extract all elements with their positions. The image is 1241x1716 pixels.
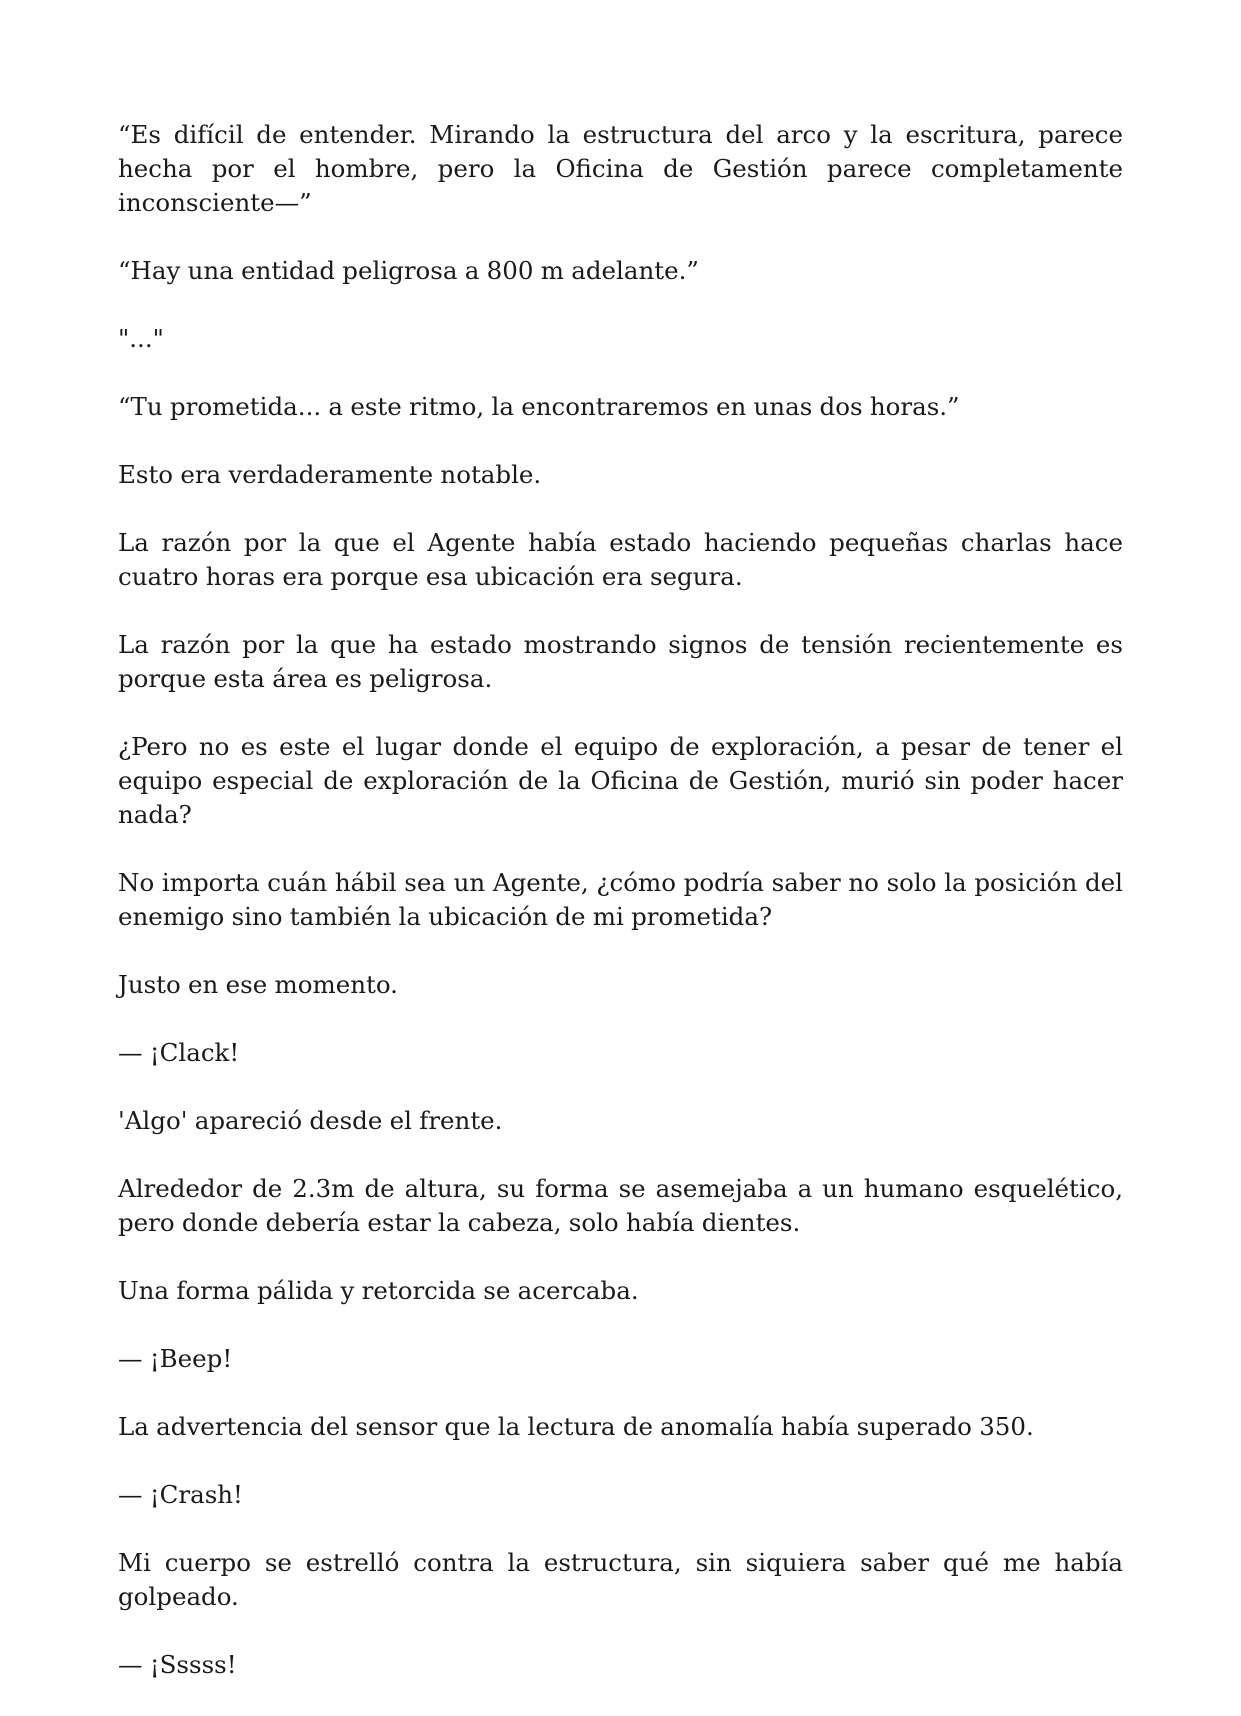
paragraph: Alrededor de 2.3m de altura, su forma se asemejaba a un humano esquelético, pero donde debería estar la cabeza, solo había dientes. (118, 1174, 1123, 1237)
paragraph: "..." (118, 324, 164, 353)
paragraph: — ¡Beep! (118, 1344, 233, 1373)
paragraph: La advertencia del sensor que la lectura de anomalía había superado 350. (118, 1412, 1034, 1441)
paragraph: ¿Pero no es este el lugar donde el equipo de exploración, a pesar de tener el equipo especial de exploración de la Oficina de Gestión, murió sin poder hacer nada? (118, 732, 1123, 829)
paragraph: Mi cuerpo se estrelló contra la estructura, sin siquiera saber qué me había golpeado. (118, 1548, 1123, 1611)
paragraph: La razón por la que el Agente había estado haciendo pequeñas charlas hace cuatro horas era porque esa ubicación era segura. (118, 528, 1123, 591)
paragraph: — ¡Sssss! (118, 1650, 237, 1679)
paragraph: — ¡Clack! (118, 1038, 240, 1067)
paragraph: “Es difícil de entender. Mirando la estructura del arco y la escritura, parece hecha por el hombre, pero la Oficina de Gestión parece completamente inconsciente—” (118, 120, 1123, 217)
paragraph: La razón por la que ha estado mostrando signos de tensión recientemente es porque esta área es peligrosa. (118, 630, 1123, 693)
paragraph: 'Algo' apareció desde el frente. (118, 1106, 503, 1135)
paragraph: No importa cuán hábil sea un Agente, ¿cómo podría saber no solo la posición del enemigo sino también la ubicación de mi prometida? (118, 868, 1123, 931)
paragraph: Una forma pálida y retorcida se acercaba. (118, 1276, 639, 1305)
document-page (118, 118, 1123, 1716)
paragraph: Esto era verdaderamente notable. (118, 460, 542, 489)
paragraph: — ¡Crash! (118, 1480, 243, 1509)
paragraph: “Tu prometida... a este ritmo, la encontraremos en unas dos horas.” (118, 392, 960, 421)
paragraph: Justo en ese momento. (118, 970, 398, 999)
paragraph: “Hay una entidad peligrosa a 800 m adelante.” (118, 256, 699, 285)
